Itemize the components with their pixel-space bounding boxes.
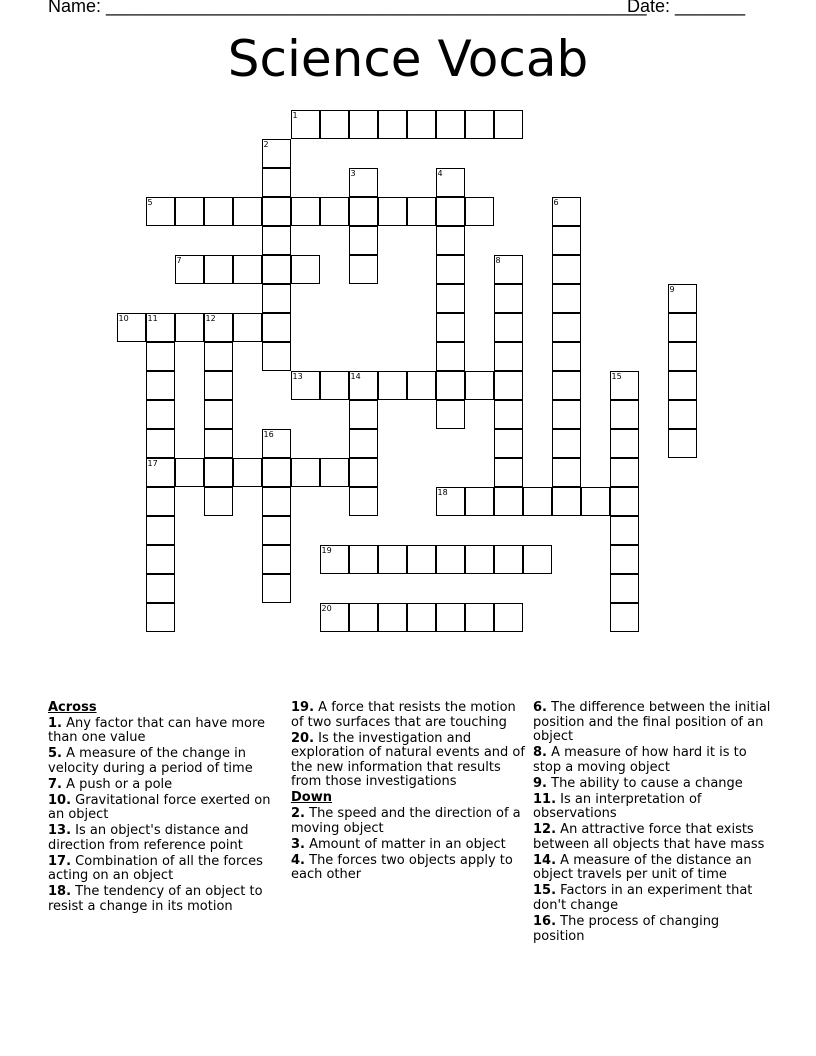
crossword-cell[interactable] (610, 574, 639, 603)
crossword-cell[interactable] (465, 545, 494, 574)
crossword-cell[interactable] (146, 342, 175, 371)
crossword-cell[interactable] (233, 458, 262, 487)
crossword-cell[interactable] (349, 603, 378, 632)
clues-column-3 (533, 701, 773, 946)
clues-column-1 (48, 701, 280, 916)
crossword-cell[interactable] (407, 371, 436, 400)
clue-number: 1. (48, 715, 62, 731)
clue-number: 17. (48, 853, 72, 869)
crossword-cell[interactable] (494, 255, 523, 284)
clue-text: A measure of the change in velocity during a period of time (48, 746, 253, 776)
clue-down-4 (291, 854, 529, 883)
crossword-cell[interactable] (204, 400, 233, 429)
crossword-cell[interactable] (349, 255, 378, 284)
cell-number: 11 (147, 313, 158, 323)
crossword-cell[interactable] (668, 284, 697, 313)
page-title: Science Vocab (227, 30, 589, 88)
cell-number: 16 (263, 429, 274, 439)
cell-number: 20 (321, 603, 332, 613)
crossword-grid (117, 110, 717, 670)
crossword-cell[interactable] (349, 458, 378, 487)
crossword-cell[interactable] (552, 226, 581, 255)
crossword-cell[interactable] (436, 284, 465, 313)
crossword-cell[interactable] (349, 400, 378, 429)
clue-number: 19. (291, 700, 315, 715)
cell-number: 17 (147, 458, 158, 468)
clue-down-15 (533, 884, 773, 913)
crossword-cell[interactable] (146, 574, 175, 603)
crossword-cell[interactable] (552, 197, 581, 226)
crossword-cell[interactable] (436, 603, 465, 632)
crossword-cell[interactable] (465, 197, 494, 226)
crossword-cell[interactable] (204, 458, 233, 487)
crossword-cell[interactable] (436, 197, 465, 226)
crossword-cell[interactable] (146, 400, 175, 429)
crossword-cell[interactable] (552, 458, 581, 487)
cell-number: 7 (176, 255, 182, 265)
clue-down-16 (533, 915, 773, 944)
crossword-cell[interactable] (552, 255, 581, 284)
clue-number: 9. (533, 775, 547, 791)
down-heading: Down (291, 790, 332, 806)
crossword-cell[interactable] (494, 284, 523, 313)
crossword-cell[interactable] (204, 313, 233, 342)
crossword-cell[interactable] (262, 313, 291, 342)
crossword-cell[interactable] (349, 487, 378, 516)
crossword-cell[interactable] (320, 197, 349, 226)
crossword-cell[interactable] (378, 603, 407, 632)
clue-down-6 (533, 701, 773, 745)
crossword-cell[interactable] (204, 197, 233, 226)
crossword-cell[interactable] (291, 110, 320, 139)
clue-number: 4. (291, 852, 305, 868)
crossword-cell[interactable] (610, 545, 639, 574)
clue-number: 20. (291, 730, 315, 746)
clue-text: The forces two objects apply to each other (291, 852, 513, 883)
clue-across-13 (48, 824, 280, 853)
crossword-cell[interactable] (175, 255, 204, 284)
cell-number: 8 (495, 255, 501, 265)
crossword-cell[interactable] (204, 429, 233, 458)
clue-down-3 (291, 838, 529, 853)
crossword-cell[interactable] (146, 197, 175, 226)
clue-number: 15. (533, 883, 557, 899)
clue-across-7 (48, 778, 280, 793)
crossword-cell[interactable] (117, 313, 146, 342)
clue-text: Any factor that can have more than one value (48, 715, 266, 746)
crossword-cell[interactable] (436, 313, 465, 342)
crossword-cell[interactable] (204, 487, 233, 516)
clue-across-5 (48, 747, 280, 776)
clue-text: Is the investigation and exploration of natural events and of the new information that results from those investigations (291, 730, 525, 790)
clue-down-14 (533, 854, 773, 883)
crossword-cell[interactable] (262, 197, 291, 226)
clue-number: 18. (48, 884, 72, 900)
crossword-cell[interactable] (262, 545, 291, 574)
crossword-cell[interactable] (436, 255, 465, 284)
crossword-cell[interactable] (610, 429, 639, 458)
crossword-cell[interactable] (233, 313, 262, 342)
crossword-cell[interactable] (610, 400, 639, 429)
crossword-cell[interactable] (610, 516, 639, 545)
crossword-cell[interactable] (436, 487, 465, 516)
crossword-cell[interactable] (291, 255, 320, 284)
crossword-cell[interactable] (262, 255, 291, 284)
clue-number: 5. (48, 746, 62, 762)
crossword-cell[interactable] (204, 371, 233, 400)
crossword-cell[interactable] (146, 313, 175, 342)
clue-text: Is an object's distance and direction from reference point (48, 823, 249, 853)
across-heading: Across (48, 700, 97, 715)
crossword-cell[interactable] (494, 458, 523, 487)
clue-down-9 (533, 777, 773, 792)
crossword-cell[interactable] (552, 429, 581, 458)
crossword-cell[interactable] (262, 139, 291, 168)
clue-text: Gravitational force exerted on an object (48, 792, 271, 823)
clue-text: An attractive force that exists between all objects that have mass (533, 822, 765, 852)
clue-number: 10. (48, 792, 72, 808)
crossword-cell[interactable] (378, 197, 407, 226)
crossword-cell[interactable] (349, 197, 378, 226)
clue-number: 8. (533, 745, 547, 761)
clue-text: Amount of matter in an object (309, 836, 506, 852)
crossword-cell[interactable] (291, 371, 320, 400)
crossword-cell[interactable] (175, 313, 204, 342)
crossword-cell[interactable] (262, 458, 291, 487)
crossword-cell[interactable] (262, 284, 291, 313)
cell-number: 15 (611, 371, 622, 381)
crossword-cell[interactable] (494, 371, 523, 400)
crossword-cell[interactable] (436, 545, 465, 574)
crossword-cell[interactable] (465, 371, 494, 400)
crossword-cell[interactable] (262, 516, 291, 545)
crossword-cell[interactable] (552, 371, 581, 400)
crossword-cell[interactable] (552, 400, 581, 429)
clue-text: A measure of how hard it is to stop a moving object (533, 745, 747, 775)
cell-number: 14 (350, 371, 361, 381)
clue-text: Combination of all the forces acting on an object (48, 853, 263, 884)
clue-text: A measure of the distance an object travels per unit of time (533, 852, 752, 883)
crossword-cell[interactable] (262, 226, 291, 255)
crossword-cell[interactable] (349, 371, 378, 400)
crossword-cell[interactable] (349, 545, 378, 574)
name-field-label: Name: ______________________________________________________ (48, 0, 647, 16)
cell-number: 3 (350, 168, 356, 178)
crossword-cell[interactable] (349, 226, 378, 255)
crossword-cell[interactable] (465, 603, 494, 632)
clue-down-2 (291, 807, 529, 836)
cell-number: 4 (437, 168, 443, 178)
crossword-cell[interactable] (668, 313, 697, 342)
crossword-cell[interactable] (610, 487, 639, 516)
date-field-label: Date: _______ (627, 0, 746, 16)
crossword-cell[interactable] (262, 168, 291, 197)
crossword-cell[interactable] (494, 400, 523, 429)
crossword-cell[interactable] (494, 429, 523, 458)
crossword-cell[interactable] (378, 110, 407, 139)
crossword-cell[interactable] (349, 110, 378, 139)
crossword-cell[interactable] (581, 487, 610, 516)
crossword-cell[interactable] (668, 371, 697, 400)
crossword-cell[interactable] (262, 342, 291, 371)
crossword-cell[interactable] (175, 458, 204, 487)
clue-number: 14. (533, 852, 557, 868)
crossword-cell[interactable] (204, 342, 233, 371)
crossword-cell[interactable] (233, 197, 262, 226)
crossword-cell[interactable] (291, 197, 320, 226)
clue-text: The speed and the direction of a moving object (291, 805, 521, 836)
crossword-cell[interactable] (146, 487, 175, 516)
clue-down-12 (533, 823, 773, 852)
crossword-cell[interactable] (146, 429, 175, 458)
crossword-cell[interactable] (436, 110, 465, 139)
crossword-cell[interactable] (320, 545, 349, 574)
crossword-cell[interactable] (610, 603, 639, 632)
clue-number: 7. (48, 776, 62, 792)
crossword-cell[interactable] (407, 197, 436, 226)
clue-text: Factors in an experiment that don't change (533, 883, 753, 914)
crossword-cell[interactable] (610, 371, 639, 400)
crossword-cell[interactable] (668, 342, 697, 371)
crossword-cell[interactable] (320, 371, 349, 400)
clue-across-19 (291, 701, 529, 730)
crossword-cell[interactable] (465, 487, 494, 516)
clue-number: 11. (533, 791, 557, 807)
cell-number: 9 (669, 284, 675, 294)
crossword-cell[interactable] (291, 458, 320, 487)
crossword-cell[interactable] (552, 313, 581, 342)
cell-number: 5 (147, 197, 153, 207)
crossword-cell[interactable] (494, 110, 523, 139)
clue-text: The process of changing position (533, 914, 720, 944)
crossword-cell[interactable] (494, 313, 523, 342)
crossword-cell[interactable] (407, 545, 436, 574)
clues-column-2 (291, 701, 529, 884)
crossword-cell[interactable] (378, 371, 407, 400)
clue-text: The ability to cause a change (551, 775, 743, 791)
clue-text: The tendency of an object to resist a change in its motion (48, 884, 263, 915)
clue-across-1 (48, 717, 280, 746)
crossword-cell[interactable] (552, 342, 581, 371)
crossword-cell[interactable] (320, 603, 349, 632)
crossword-cell[interactable] (175, 197, 204, 226)
crossword-cell[interactable] (523, 487, 552, 516)
crossword-cell[interactable] (349, 429, 378, 458)
crossword-cell[interactable] (146, 516, 175, 545)
clue-down-11 (533, 793, 773, 822)
clue-across-18 (48, 885, 280, 914)
crossword-cell[interactable] (146, 458, 175, 487)
crossword-cell[interactable] (349, 168, 378, 197)
crossword-cell[interactable] (233, 255, 262, 284)
clue-across-17 (48, 855, 280, 884)
clue-number: 13. (48, 823, 72, 839)
crossword-cell[interactable] (146, 603, 175, 632)
crossword-cell[interactable] (262, 487, 291, 516)
cell-number: 6 (553, 197, 559, 207)
clue-number: 3. (291, 836, 305, 852)
clue-number: 2. (291, 805, 305, 821)
crossword-cell[interactable] (146, 371, 175, 400)
crossword-cell[interactable] (465, 110, 494, 139)
crossword-cell[interactable] (262, 574, 291, 603)
clue-text: A force that resists the motion of two surfaces that are touching (291, 700, 516, 730)
crossword-cell[interactable] (668, 429, 697, 458)
clue-text: The difference between the initial position and the final position of an object (533, 700, 771, 745)
clue-text: Is an interpretation of observations (533, 791, 702, 822)
clue-text: A push or a pole (66, 776, 173, 792)
cell-number: 19 (321, 545, 332, 555)
crossword-cell[interactable] (320, 110, 349, 139)
crossword-cell[interactable] (436, 371, 465, 400)
crossword-cell[interactable] (378, 545, 407, 574)
crossword-cell[interactable] (610, 458, 639, 487)
crossword-cell[interactable] (407, 603, 436, 632)
cell-number: 2 (263, 139, 269, 149)
clue-number: 16. (533, 914, 557, 930)
crossword-cell[interactable] (552, 284, 581, 313)
crossword-cell[interactable] (494, 487, 523, 516)
crossword-cell[interactable] (262, 429, 291, 458)
clue-across-10 (48, 794, 280, 823)
crossword-cell[interactable] (523, 545, 552, 574)
clue-number: 6. (533, 700, 547, 715)
cell-number: 10 (118, 313, 129, 323)
cell-number: 13 (292, 371, 303, 381)
crossword-cell[interactable] (668, 400, 697, 429)
crossword-cell[interactable] (436, 168, 465, 197)
clue-across-20 (291, 732, 529, 790)
crossword-cell[interactable] (436, 400, 465, 429)
crossword-cell[interactable] (494, 342, 523, 371)
cell-number: 12 (205, 313, 216, 323)
crossword-cell[interactable] (204, 255, 233, 284)
crossword-cell[interactable] (436, 226, 465, 255)
crossword-cell[interactable] (494, 603, 523, 632)
cell-number: 18 (437, 487, 448, 497)
crossword-cell[interactable] (552, 487, 581, 516)
clue-number: 12. (533, 822, 557, 838)
crossword-cell[interactable] (407, 110, 436, 139)
crossword-cell[interactable] (320, 458, 349, 487)
crossword-cell[interactable] (146, 545, 175, 574)
crossword-cell[interactable] (494, 545, 523, 574)
cell-number: 1 (292, 110, 298, 120)
clue-down-8 (533, 746, 773, 775)
crossword-cell[interactable] (436, 342, 465, 371)
